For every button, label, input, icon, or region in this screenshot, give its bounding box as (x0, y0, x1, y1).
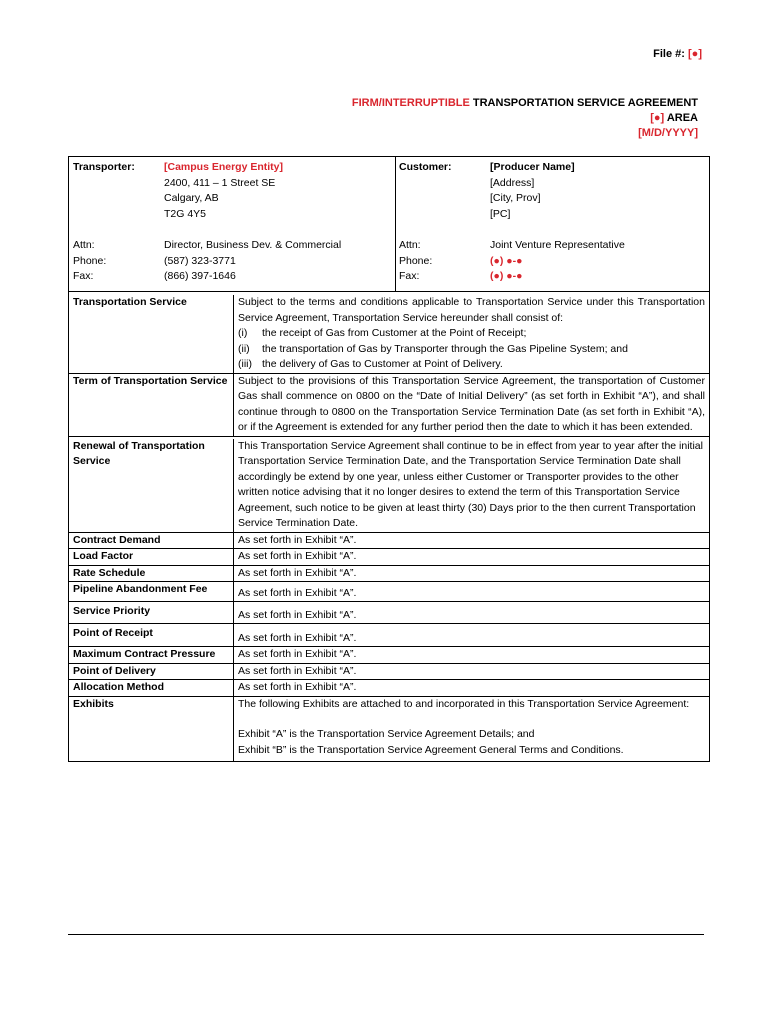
row-label: Contract Demand (69, 533, 234, 549)
row-label: Rate Schedule (69, 566, 234, 582)
row-value: As set forth in Exhibit “A”. (238, 550, 357, 562)
customer-label: Customer: (399, 161, 452, 173)
transporter-attn-label: Attn: (73, 239, 95, 251)
row-term (69, 373, 709, 436)
row-value: As set forth in Exhibit “A”. (238, 648, 357, 660)
transporter-phone: (587) 323-3771 (164, 254, 236, 267)
customer-attn-label: Attn: (399, 239, 421, 251)
transporter-contact-values (164, 238, 341, 285)
row-value (234, 295, 709, 373)
row-label: Renewal of Transportation Service (69, 439, 234, 532)
row-value: As set forth in Exhibit “A”. (238, 664, 357, 677)
agreement-title (352, 96, 698, 111)
row-label: Pipeline Abandonment Fee (69, 582, 234, 601)
row-value: This Transportation Service Agreement shall continue to be in effect from year to year after the initial Transportation Service Termination Date, and the Transportation Service Termination Date shall accordingly be extend by one year, unless either Customer or Transporter provides to the other written notice advising that it no longer desires to extend the term of this Transportation Service Agreement, such notice to be given at least thirty (30) Days prior to the then current Transportation Service Termination Date. (238, 439, 703, 529)
transportation-service-intro: Subject to the terms and conditions applicable to Transportation Service under this Transportation Service Agreement, Transportation Service hereunder shall consist of: (238, 296, 705, 324)
customer-address-line: [Address] (490, 176, 535, 189)
customer-name: [Producer Name] (490, 161, 575, 173)
transporter-address-line: 2400, 411 – 1 Street SE (164, 176, 276, 189)
row-value: As set forth in Exhibit “A”. (238, 566, 357, 579)
transporter-phone-label: Phone: (73, 254, 107, 267)
customer-phone: (●) ●-● (490, 254, 523, 267)
file-number-line (653, 48, 702, 60)
parties-divider (395, 157, 396, 291)
customer-contact-values (490, 238, 625, 285)
row-transportation-service (69, 292, 709, 373)
row-label: Maximum Contract Pressure (69, 647, 234, 663)
row-value: As set forth in Exhibit “A”. (238, 533, 357, 546)
service-item (238, 342, 705, 358)
row-label: Point of Receipt (69, 624, 234, 646)
service-item (238, 326, 705, 342)
transporter-contact-labels (73, 238, 106, 285)
agreement-title-type: FIRM/INTERRUPTIBLE (351, 97, 470, 109)
row-exhibits (69, 696, 709, 762)
area-placeholder: [●] (650, 112, 665, 124)
row-label: Exhibits (69, 697, 234, 762)
item-text: the receipt of Gas from Customer at the Point of Receipt; (262, 327, 527, 339)
parties-section (69, 157, 709, 292)
agreement-title-text: TRANSPORTATION SERVICE AGREEMENT (472, 97, 698, 109)
row-allocation-method (69, 679, 709, 696)
agreement-date: [M/D/YYYY] (638, 127, 698, 139)
customer-contact-labels (399, 238, 432, 285)
row-point-of-delivery (69, 663, 709, 680)
agreement-table (68, 156, 710, 762)
item-text: the delivery of Gas to Customer at Point of Delivery. (262, 358, 503, 370)
row-abandonment-fee (69, 581, 709, 601)
item-number: (ii) (238, 342, 250, 355)
row-max-pressure (69, 646, 709, 663)
row-renewal (69, 436, 709, 532)
transporter-address-line: Calgary, AB (164, 192, 219, 204)
row-value: As set forth in Exhibit “A”. (238, 608, 357, 621)
row-label: Load Factor (69, 549, 234, 565)
exhibit-item: Exhibit “B” is the Transportation Service Agreement General Terms and Conditions. (238, 743, 624, 756)
file-number-label: File #: (653, 48, 685, 60)
transporter-details (164, 160, 283, 222)
transporter-name: [Campus Energy Entity] (164, 161, 284, 173)
transporter-attn: Director, Business Dev. & Commercial (164, 239, 342, 251)
agreement-area (352, 111, 698, 126)
service-item (238, 357, 705, 373)
transporter-label: Transporter: (73, 161, 135, 173)
footer-divider (68, 934, 704, 935)
item-number: (iii) (238, 358, 252, 370)
row-value: Subject to the provisions of this Transportation Service Agreement, the transportation of Customer Gas shall commence on 0800 on the “Date of Initial Delivery” (as set forth in Exhibit “A”), and shall continue through to 0800 on the Transportation Service Termination Date (as set forth in Exhibit “A), or if the Agreement is extended for any further period then the date to which it has been extended. (238, 374, 705, 433)
customer-fax: (●) ●-● (490, 270, 523, 282)
row-label: Transportation Service (69, 295, 234, 373)
area-label: AREA (666, 112, 698, 124)
row-rate-schedule (69, 565, 709, 582)
row-point-of-receipt (69, 623, 709, 646)
row-load-factor (69, 548, 709, 565)
customer-details (490, 160, 575, 222)
row-value: As set forth in Exhibit “A”. (238, 631, 357, 644)
transporter-fax: (866) 397-1646 (164, 270, 236, 282)
row-label: Point of Delivery (69, 664, 234, 680)
file-number-value: [●] (688, 48, 702, 60)
transporter-fax-label: Fax: (73, 270, 94, 282)
customer-phone-label: Phone: (399, 254, 433, 267)
transporter-address-line: T2G 4Y5 (164, 207, 207, 220)
customer-attn: Joint Venture Representative (490, 239, 625, 251)
row-value (234, 697, 709, 762)
agreement-header (352, 96, 698, 141)
item-text: the transportation of Gas by Transporter through the Gas Pipeline System; and (262, 342, 628, 355)
exhibit-item: Exhibit “A” is the Transportation Service Agreement Details; and (238, 728, 535, 740)
row-label: Term of Transportation Service (69, 374, 234, 436)
item-number: (i) (238, 327, 248, 339)
row-contract-demand (69, 532, 709, 549)
row-value: As set forth in Exhibit “A”. (238, 681, 357, 693)
customer-fax-label: Fax: (399, 270, 420, 282)
row-label: Service Priority (69, 602, 234, 623)
exhibits-intro: The following Exhibits are attached to and incorporated in this Transportation Service Agreement: (238, 697, 690, 710)
customer-address-line: [PC] (490, 207, 511, 220)
customer-address-line: [City, Prov] (490, 192, 541, 204)
row-label: Allocation Method (69, 680, 234, 696)
row-value: As set forth in Exhibit “A”. (238, 586, 357, 599)
row-service-priority (69, 601, 709, 623)
